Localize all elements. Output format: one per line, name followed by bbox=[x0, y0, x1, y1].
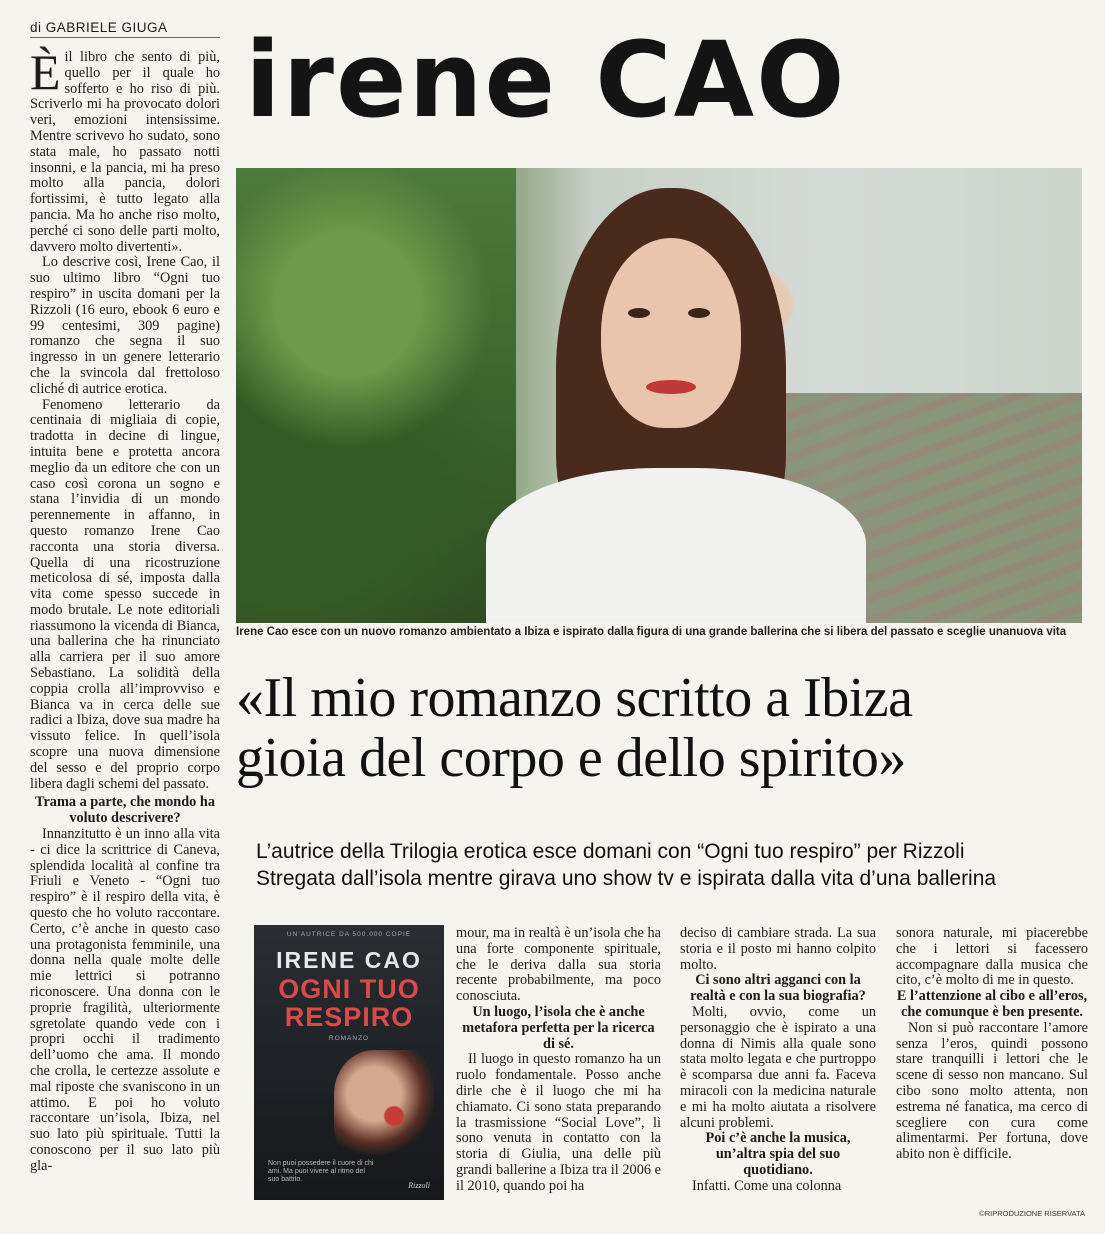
byline-author: GABRIELE GIUGA bbox=[45, 20, 168, 35]
book-title bbox=[254, 975, 444, 1031]
photo-face bbox=[601, 238, 741, 428]
paragraph: Fenomeno letterario da centinaia di migliaia di copie, tradotta in decine di lingue, intuita bene e protetta ancora meglio da un editore che con un caso così corona un sogno e stana l’invidia di un mondo perennemente in affanno, in questo romanzo Irene Cao racconta una storia diversa. Quella di una ricostruzione meticolosa di sé, imposta dalla vita come spesso succede in modo brutale. Le note editoriali riassumono la vicenda di Bianca, una ballerina che ha rinunciato alla carriera per il suo amore Sebastiano. La solidità della coppia crolla all’improvviso e Bianca va in cerca delle sue radici a Ibiza, dove sua madre ha vissuto felice. In quell’isola scopre una nuova dimensione del sesso e del proprio corpo libera dagli schemi del passato. bbox=[30, 396, 220, 792]
paragraph: Non si può raccontare l’amore senza l’eros, quindi possono stare tranquilli i lettori che le scene di sesso non mancano. Sul cibo sono molto attenta, non estrema né fanatica, ma cerco di scegliere con cura come alimentarmi. Per fortuna, dove abito non è difficile. bbox=[896, 1019, 1088, 1163]
paragraph bbox=[30, 44, 220, 255]
book-genre: ROMANZO bbox=[328, 1035, 370, 1042]
photo-eye-left bbox=[628, 308, 650, 318]
subheadline-line-1: L’autrice della Trilogia erotica esce domani con “Ogni tuo respiro” per Rizzoli bbox=[256, 840, 965, 863]
photo-shirt bbox=[486, 468, 866, 623]
subheadline-line-2: Stregata dall’isola mentre girava uno show tv e ispirata dalla vita d’una ballerina bbox=[256, 867, 997, 890]
headline-line-2: gioia del corpo e dello spirito» bbox=[236, 727, 906, 789]
photo-caption: Irene Cao esce con un nuovo romanzo ambientato a Ibiza e ispirato dalla figura di una grande ballerina che si libera del passato e sceglie unanuova vita bbox=[236, 626, 1067, 638]
interview-question: Un luogo, l’isola che è anche metafora perfetta per la ricerca di sé. bbox=[462, 1003, 655, 1052]
book-cover-art bbox=[334, 1050, 434, 1160]
paragraph: deciso di cambiare strada. La sua storia e il posto mi hanno colpito molto. bbox=[680, 925, 876, 973]
photo-foliage bbox=[236, 168, 516, 623]
header-name: irene CAO bbox=[245, 19, 847, 141]
paragraph: mour, ma in realtà è un’isola che ha una forte componente spirituale, che le deriva dalla sua storia recente probabilmente, ma poco conosciuta. bbox=[456, 925, 661, 1005]
book-title-line-2: RESPIRO bbox=[284, 1002, 414, 1032]
paragraph: Molti, ovvio, come un personaggio che è ispirato a una donna di Nimis alla quale sono stata molto legata e che purtroppo è scomparsa due anni fa. Faceva miracoli con la medicina naturale e mi ha molto aiutata a risolvere alcuni problemi. bbox=[680, 1003, 876, 1131]
subheadline bbox=[256, 838, 1096, 892]
article-column-2 bbox=[456, 926, 661, 1195]
interview-question: Poi c’è anche la musica, un’altra spia del suo quotidiano. bbox=[705, 1130, 851, 1178]
article-column-4 bbox=[896, 926, 1088, 1163]
interview-question: Trama a parte, che mondo ha voluto descrivere? bbox=[34, 794, 216, 827]
copyright-notice: ©RIPRODUZIONE RISERVATA bbox=[979, 1209, 1085, 1218]
paragraph: Lo descrive così, Irene Cao, il suo ultimo libro “Ogni tuo respiro” in uscita domani per la Rizzoli (16 euro, ebook 6 euro e 99 centesimi, 309 pagine) romanzo che segna il suo ingresso in un genere letterario che la svincola dal frettoloso cliché di autrice erotica. bbox=[30, 254, 220, 397]
book-title-line-1: OGNI TUO bbox=[278, 974, 420, 1004]
article-column-3 bbox=[680, 926, 876, 1195]
byline bbox=[30, 20, 220, 38]
drop-cap: È bbox=[30, 44, 61, 100]
paragraph: Innanzitutto è un inno alla vita - ci dice la scrittrice di Caneva, splendida località al confine tra Friuli e Veneto - “Ogni tuo respiro” è il respiro della vita, è questo che ho voluto raccontare. Certo, c’è anche in questo caso una protagonista femminile, una donna nella quale molte delle mie lettrici si potranno riconoscere. Una donna con le proprie fragilità, ulteriormente sgretolate quando vede con i propri occhi il tradimento dell’uomo che ama. Il mondo che crolla, le certezze assolute e mal riposte che svaniscono in un attimo. E poi ho voluto raccontare un’isola, Ibiza, nel suo lato più spirituale. Tutti la conoscono per il suo lato più gla- bbox=[30, 826, 220, 1174]
photo-lips bbox=[646, 380, 696, 394]
book-tagline: UN’AUTRICE DA 500.000 COPIE bbox=[286, 931, 412, 938]
author-photo bbox=[236, 168, 1082, 623]
headline-line-1: «Il mio romanzo scritto a Ibiza bbox=[236, 667, 913, 729]
paragraph: sonora naturale, mi piacerebbe che i lettori si facessero accompagnare dalla musica che cito, c’è molto di me in questo. bbox=[896, 925, 1088, 989]
photo-eye-right bbox=[688, 308, 710, 318]
book-blurb: Non puoi possedere il cuore di chi ami. Ma puoi vivere al ritmo del suo battito. bbox=[268, 1160, 374, 1183]
byline-prefix: di bbox=[30, 20, 42, 35]
book-author: IRENE CAO bbox=[276, 947, 422, 973]
book-cover bbox=[254, 925, 444, 1200]
paragraph: Il luogo in questo romanzo ha un ruolo fondamentale. Posso anche dirle che è il luogo che mi ha chiamato. Ci sono stata preparando la trasmissione “Social Love”, lì sono venuta in contatto con la storia di Giulia, una delle più grandi ballerine a Ibiza tra il 2006 e il 2010, quando poi ha bbox=[456, 1051, 661, 1194]
article-column-1 bbox=[30, 44, 220, 1175]
interview-question: E l’attenzione al cibo e all’eros, che comunque è ben presente. bbox=[896, 988, 1088, 1020]
book-publisher: Rizzoli bbox=[408, 1181, 430, 1190]
paragraph: Infatti. Come una colonna bbox=[692, 1177, 842, 1194]
paragraph-text: il libro che sento di più, quello per il quale ho sofferto e ho riso di più. Scriverlo mi ha provocato dolori veri, emozioni intensissime. Mentre scrivevo ho sudato, sono stata male, ho passato notti insonni, e la pancia, mi ha preso molto alla pancia, dolori fortissimi, è tutto legato alla pancia. Ma ho anche riso molto, perché ci sono delle parti molto, davvero molto divertenti». bbox=[30, 49, 220, 255]
interview-question: Ci sono altri agganci con la realtà e con la sua biografia? bbox=[690, 972, 866, 1005]
headline bbox=[236, 668, 1082, 788]
